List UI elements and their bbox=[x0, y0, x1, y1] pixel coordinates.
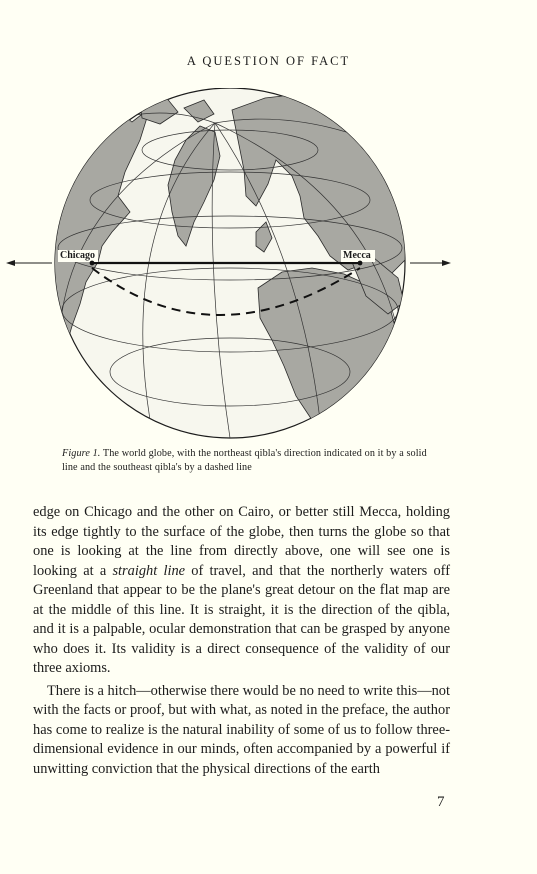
paragraph-1-part-b: of travel, and that the northerly waters off Greenland that appear to be the plane's great detour on the flat map are at the middle of this line. It is straight, it is the direction of the qibla, and it is a palpable, ocular demonstration that can be grasped by anyone who does it. Its validity is a direct consequence of the validity of our three axioms. bbox=[33, 562, 450, 676]
chicago-marker bbox=[90, 261, 95, 266]
arrow-left-icon bbox=[6, 260, 15, 266]
mecca-marker bbox=[358, 261, 363, 266]
figure-caption-label: Figure 1. bbox=[62, 448, 101, 459]
chicago-label: Chicago bbox=[60, 250, 95, 261]
body-text bbox=[33, 503, 450, 779]
page-number: 7 bbox=[437, 794, 445, 810]
globe-illustration bbox=[0, 88, 537, 443]
paragraph-1-emphasis: straight line bbox=[112, 562, 186, 579]
figure-caption-text: The world globe, with the northeast qibla's direction indicated on it by a solid line and the southeast qibla's by a dashed line bbox=[62, 448, 427, 473]
paragraph-1 bbox=[33, 503, 450, 679]
mecca-label: Mecca bbox=[343, 250, 371, 261]
figure-caption bbox=[62, 447, 442, 475]
figure-globe bbox=[0, 88, 537, 443]
arrow-right-icon bbox=[442, 260, 451, 266]
paragraph-2: There is a hitch—otherwise there would be no need to write this—not with the facts or proof, but with what, as noted in the preface, the author has come to realize is the natural inability of some of us to follow three-dimensional evidence in our minds, often accompanied by a powerful if unwitting conviction that the physical directions of the earth bbox=[33, 682, 450, 777]
running-head: A QUESTION OF FACT bbox=[186, 54, 351, 68]
paragraph-1-part-a: edge on Chicago and the other on Cairo, or better still Mecca, holding its edge tightly to the surface of the globe, then turns the globe so that one is looking at the line from directly above, one will see one is looking at a bbox=[33, 504, 450, 579]
